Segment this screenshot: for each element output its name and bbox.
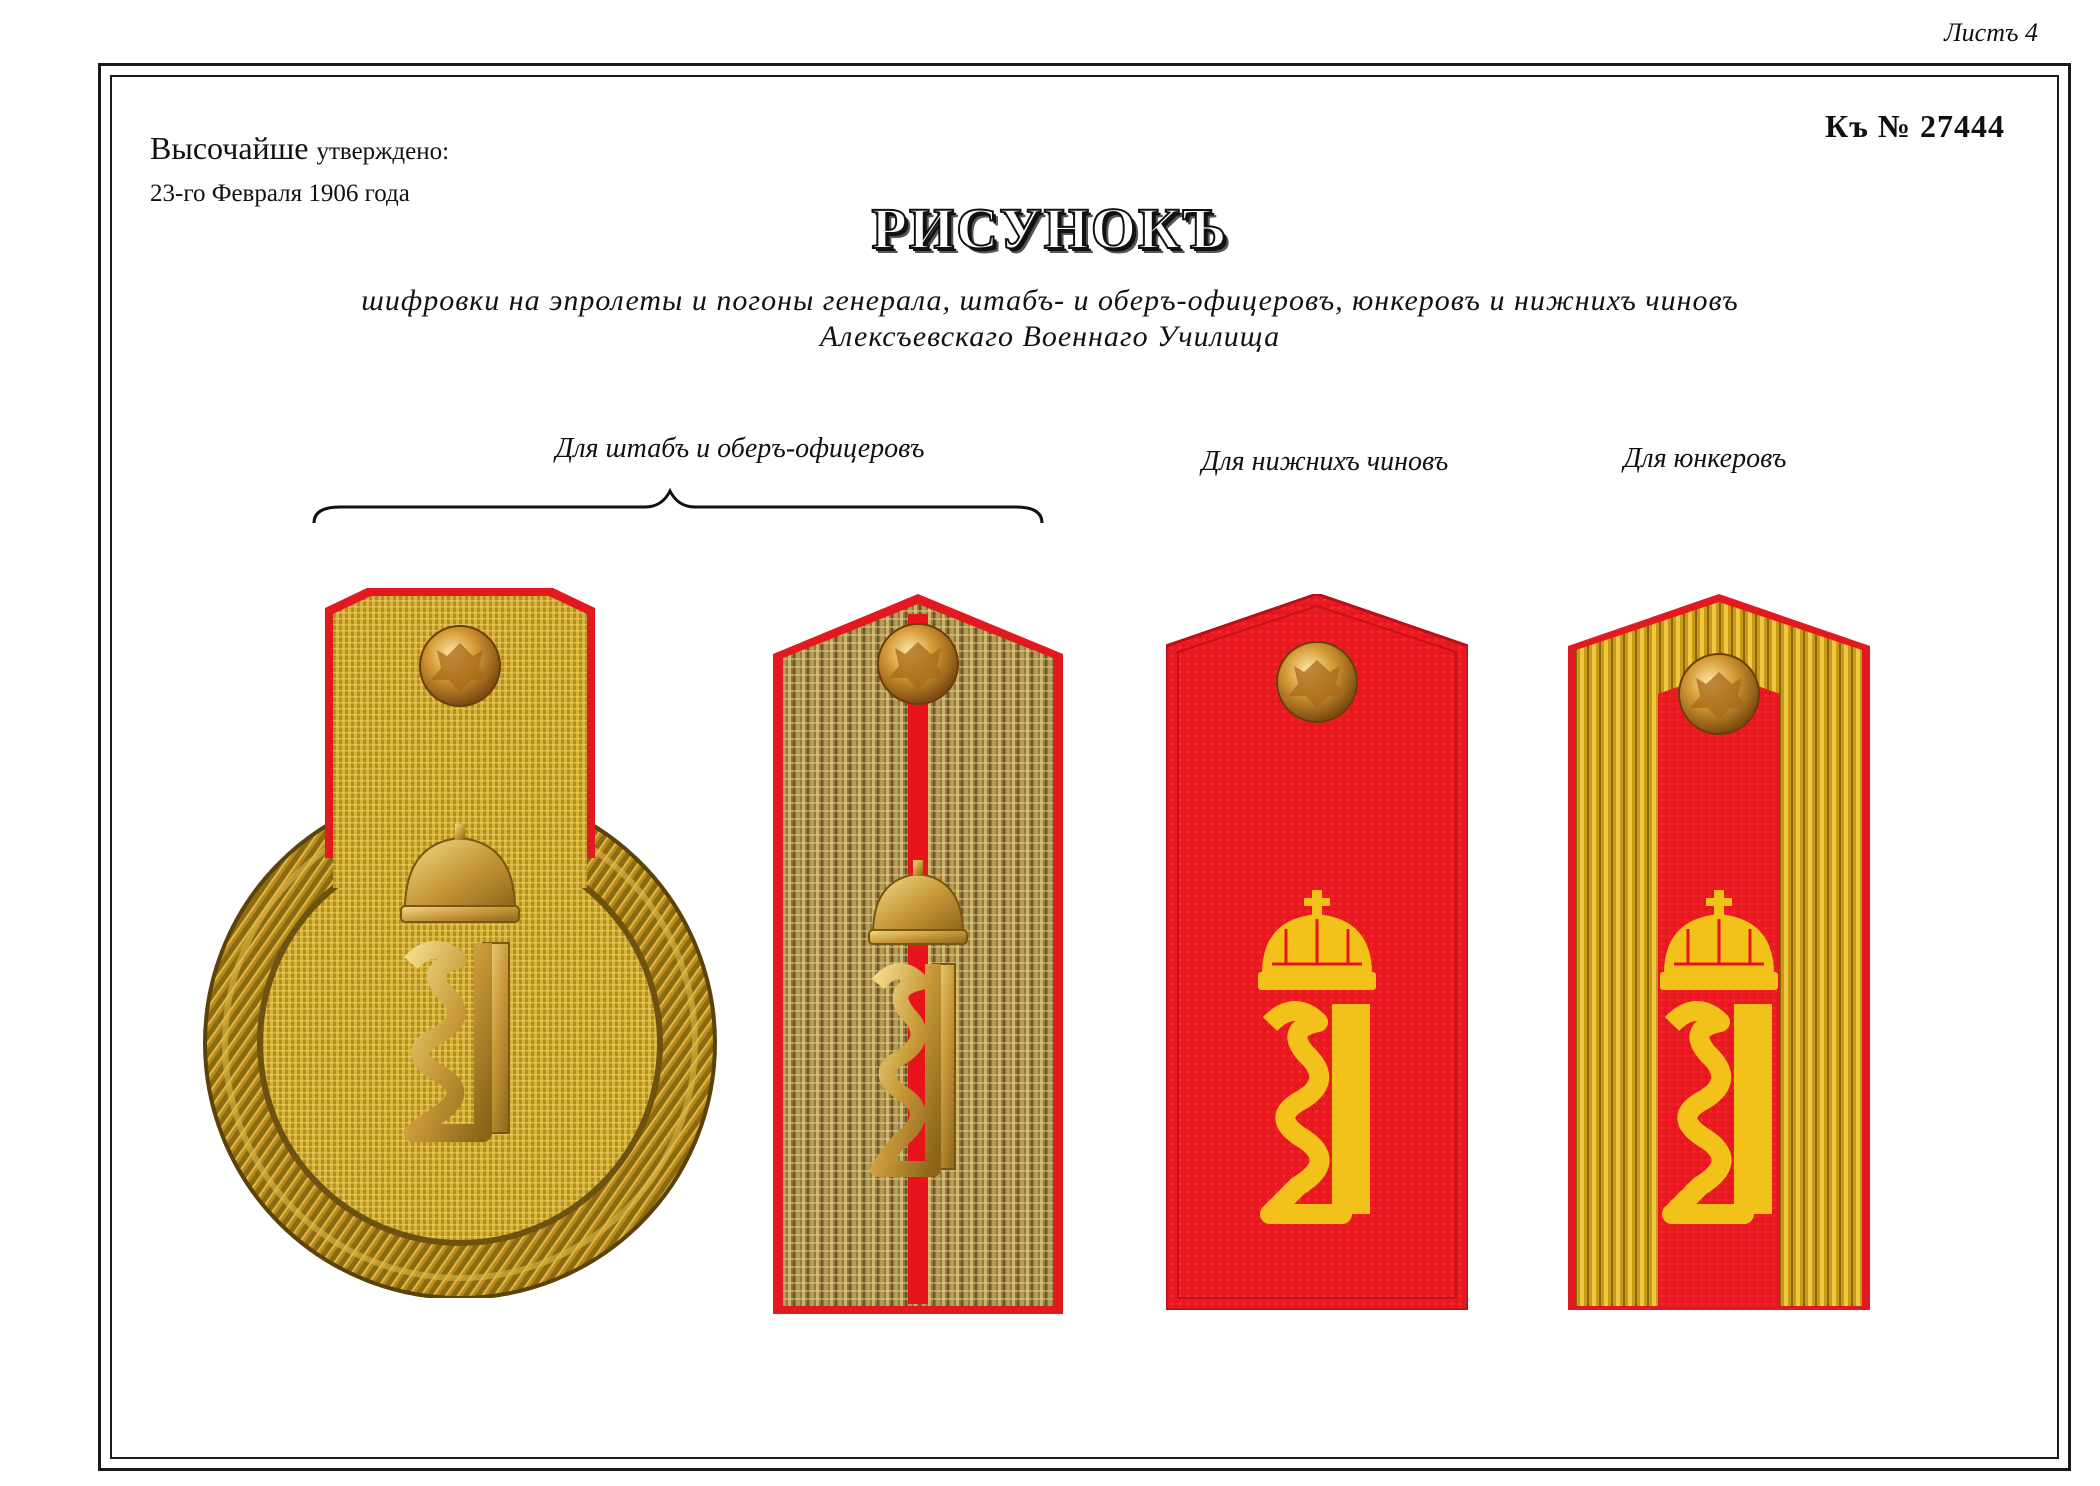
subtitle: [0, 283, 2100, 355]
subtitle-line-1: шифровки на эпролеты и погоны генерала, штабъ- и оберъ-офицеровъ, юнкеровъ и нижнихъ чиновъ: [361, 284, 1739, 317]
subtitle-line-2: Алексъевскаго Военнаго Училища: [819, 320, 1281, 353]
brace-icon: [310, 487, 1050, 527]
shoulder-board-cadets: [1568, 594, 1870, 1310]
approval-line: [150, 130, 449, 167]
approval-word: Высочайше: [150, 130, 309, 166]
label-officers: Для штабъ и оберъ-офицеровъ: [555, 433, 925, 464]
label-cadets: Для юнкеровъ: [1623, 443, 1787, 474]
approval-rest: утверждено:: [316, 138, 450, 165]
page-title: РИСУНОКЪ: [871, 196, 1229, 261]
approval-date: 23-го Февраля 1906 года: [150, 180, 410, 207]
shoulder-board-lower-ranks: [1166, 594, 1468, 1310]
reference-number: Къ № 27444: [1824, 108, 2005, 144]
label-lower-ranks: Для нижнихъ чиновъ: [1201, 446, 1449, 477]
shoulder-board-officers: [773, 594, 1063, 1314]
epaulette-officers: [183, 588, 743, 1298]
sheet-number: Листъ 4: [1944, 18, 2038, 47]
